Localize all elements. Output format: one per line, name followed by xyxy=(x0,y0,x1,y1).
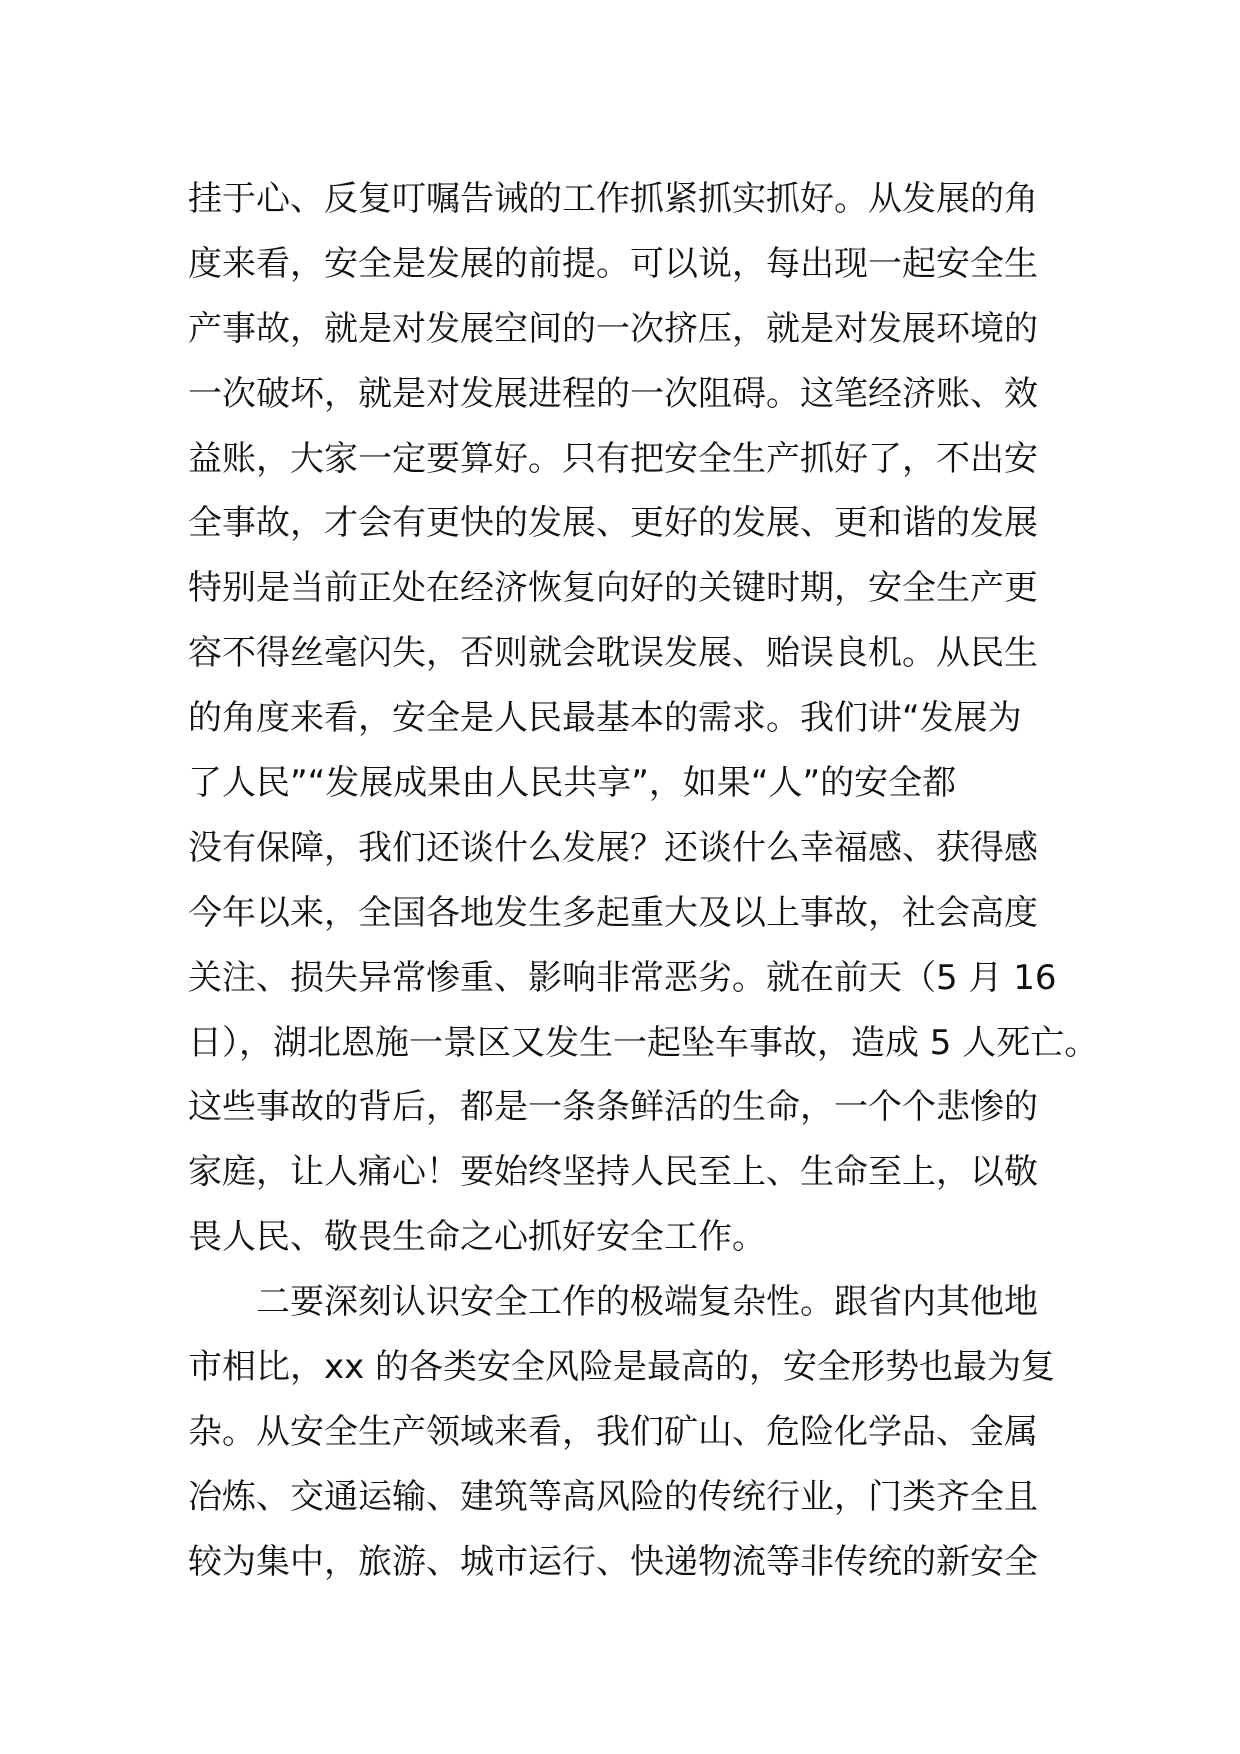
text-line: 的角度来看，安全是人民最基本的需求。我们讲“发展为 xyxy=(188,698,1022,739)
text-line: 畏人民、敬畏生命之心抓好安全工作。 xyxy=(188,1217,766,1258)
body-text xyxy=(188,167,1099,1595)
text-line: 容不得丝毫闪失，否则就会耽误发展、贻误良机。从民生 xyxy=(188,633,1038,674)
text-line: 挂于心、反复叮嘱告诫的工作抓紧抓实抓好。从发展的角 xyxy=(188,179,1038,219)
text-line: 家庭，让人痛心！要始终坚持人民至上、生命至上，以敬 xyxy=(188,1152,1038,1193)
text-line: 关注、损失异常惨重、影响非常恶劣。就在前天（5 月 16 xyxy=(188,957,1057,998)
text-line: 了人民”“发展成果由人民共享”，如果“人”的安全都 xyxy=(188,763,957,804)
text-line: 今年以来，全国各地发生多起重大及以上事故，社会高度 xyxy=(188,892,1038,933)
paragraph-start-line: 二要深刻认识安全工作的极端复杂性。跟省内其他地 xyxy=(256,1282,1038,1323)
text-line: 市相比，xx 的各类安全风险是最高的，安全形势也最为复 xyxy=(188,1347,1056,1388)
text-line: 没有保障，我们还谈什么发展？还谈什么幸福感、获得感 xyxy=(188,827,1038,868)
text-line: 较为集中，旅游、城市运行、快递物流等非传统的新安全 xyxy=(188,1541,1038,1582)
text-line: 全事故，才会有更快的发展、更好的发展、更和谐的发展 xyxy=(188,503,1038,544)
text-line: 这些事故的背后，都是一条条鲜活的生命，一个个悲惨的 xyxy=(188,1087,1038,1128)
text-line: 产事故，就是对发展空间的一次挤压，就是对发展环境的 xyxy=(188,308,1038,349)
text-line: 特别是当前正处在经济恢复向好的关键时期，安全生产更 xyxy=(188,568,1038,609)
text-line: 杂。从安全生产领域来看，我们矿山、危险化学品、金属 xyxy=(188,1411,1038,1452)
text-line: 益账，大家一定要算好。只有把安全生产抓好了，不出安 xyxy=(188,438,1038,479)
text-line: 度来看，安全是发展的前提。可以说，每出现一起安全生 xyxy=(188,243,1038,284)
text-line: 一次破坏，就是对发展进程的一次阻碍。这笔经济账、效 xyxy=(188,373,1038,414)
text-line: 冶炼、交通运输、建筑等高风险的传统行业，门类齐全且 xyxy=(188,1476,1038,1517)
text-line: 日），湖北恩施一景区又发生一起坠车事故，造成 5 人死亡。 xyxy=(188,1022,1099,1063)
